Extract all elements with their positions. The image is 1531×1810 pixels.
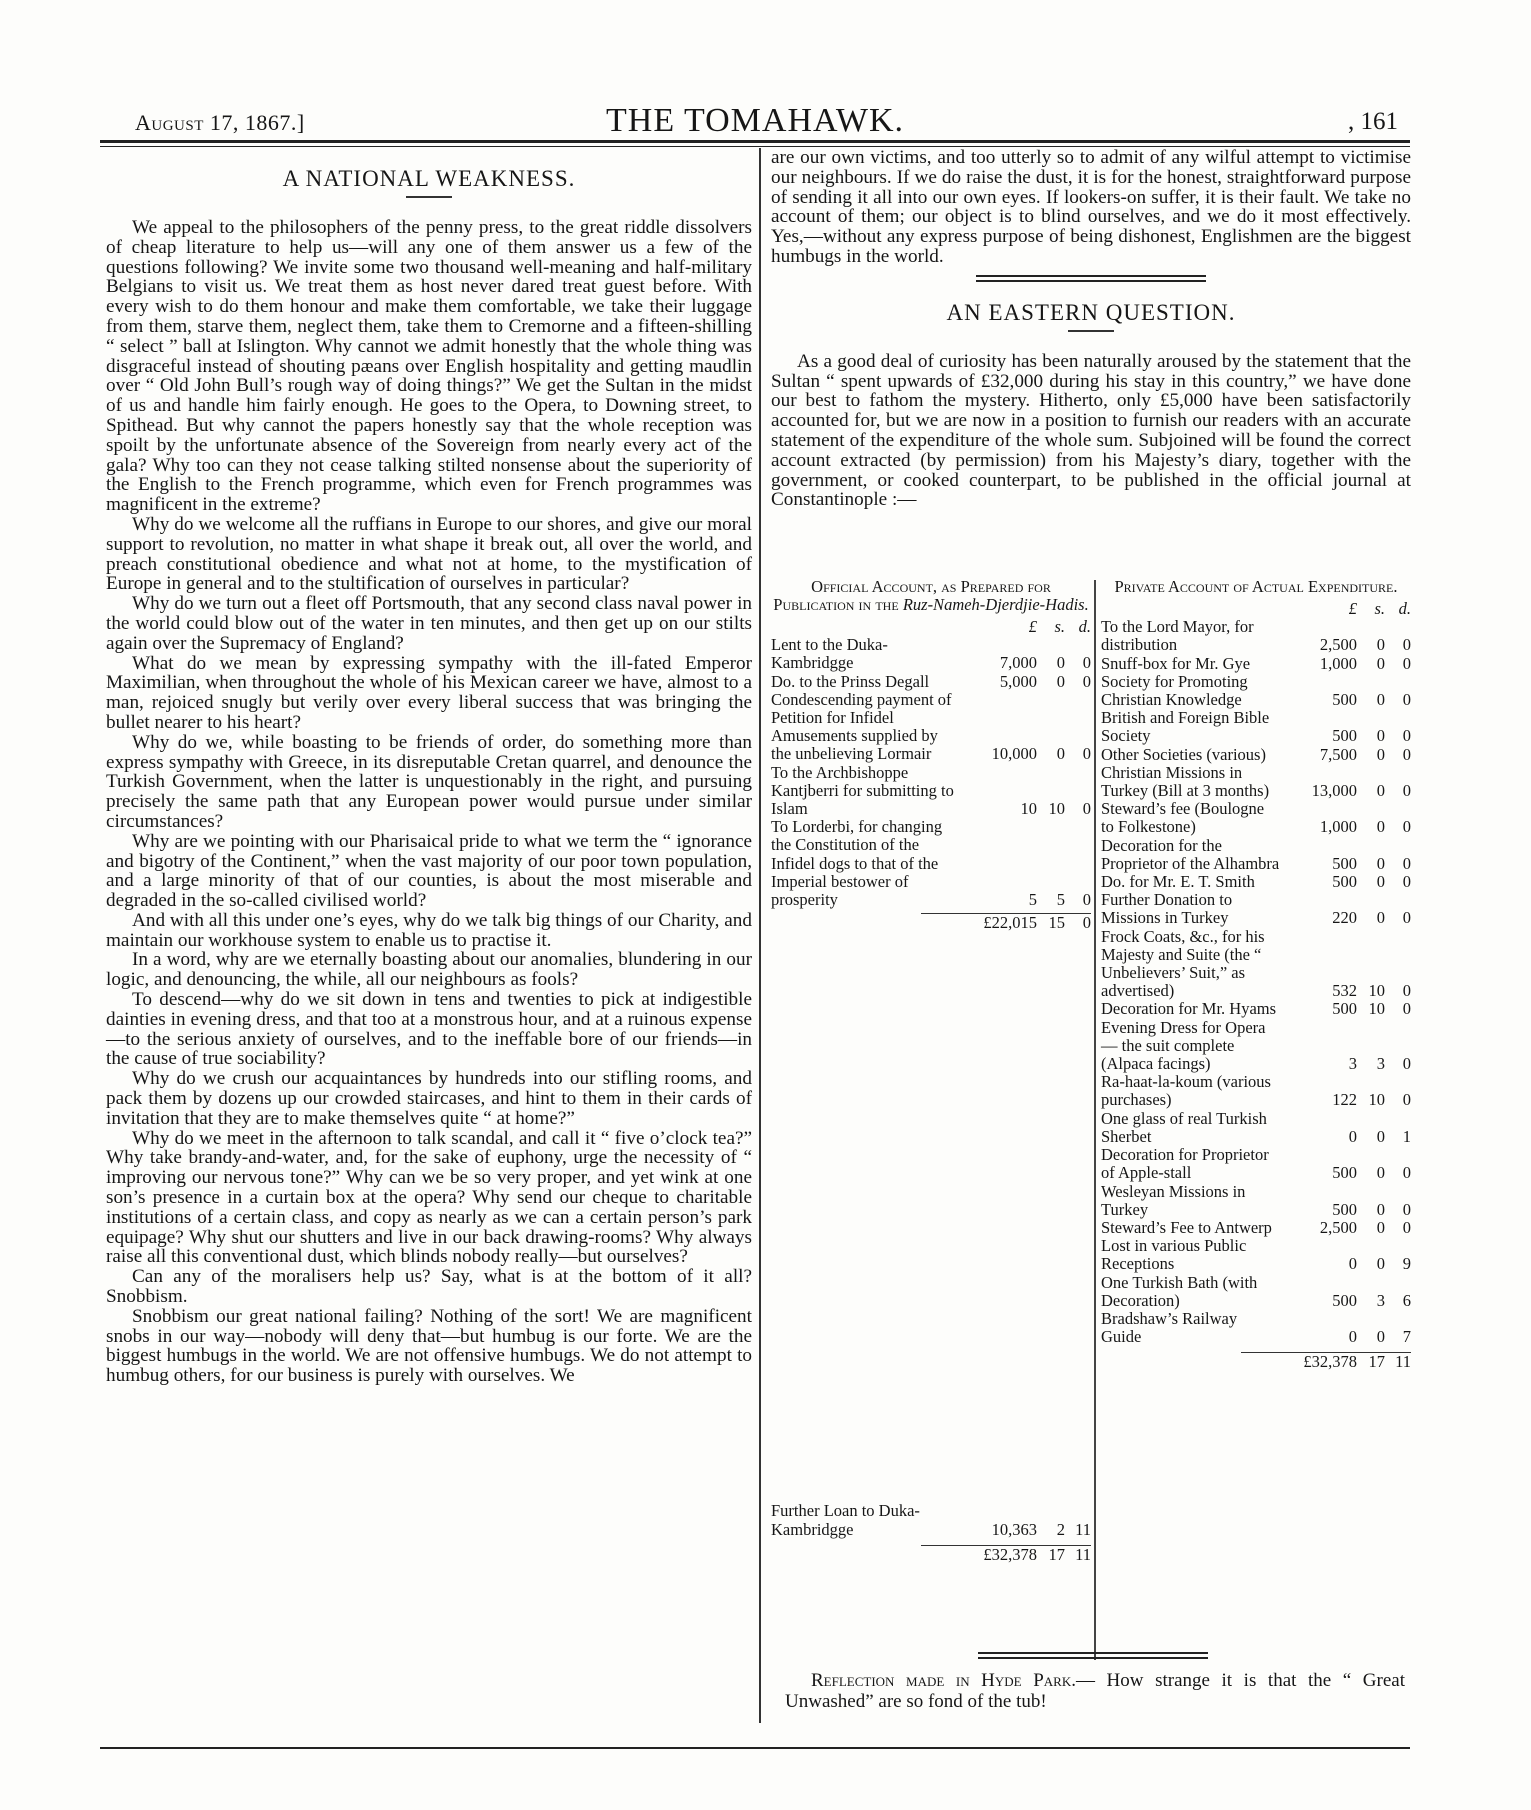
article-paragraph: What do we mean by expressing sympathy with the ill-fated Emperor Maximilian, when throughout the whole of his Mexican career we have, almost to a man, rejoiced snugly but verily over every liberal success that was bringing the bullet nearer to his heart? <box>106 652 752 733</box>
account-row: Wesleyan Missions in Turkey 500 0 0 <box>1101 1181 1411 1219</box>
article-title-eastern-question: AN EASTERN QUESTION. <box>946 299 1236 325</box>
account-row: Condescending payment of Petition for Infidel Amusements supplied by the unbelieving Lormair 10,000 0 0 <box>771 689 1091 764</box>
article-paragraph: Can any of the moralisers help us? Say, what is at the bottom of it all? Snobbism. <box>106 1266 752 1308</box>
official-subtotal: £22,015 15 0 <box>921 913 1091 932</box>
masthead <box>100 82 1410 139</box>
account-row: Steward’s fee (Boulogne to Folkestone) 1,000 0 0 <box>1101 799 1411 837</box>
issue-date: August 17, 1867.] <box>135 110 305 135</box>
section-double-rule <box>978 1652 1208 1662</box>
account-row: Do. for Mr. E. T. Smith 500 0 0 <box>1101 872 1411 892</box>
account-row: Bradshaw’s Railway Guide 0 0 7 <box>1101 1308 1411 1347</box>
article-paragraph: Why are we pointing with our Pharisaical pride to what we term the “ ignorance and bigotry of the Continent,” when the vast majority of our poor town population, and a large minority of that of our counties, is about the most miserable and degraded in the so-called civilised world? <box>106 830 752 912</box>
reflection-lead: Reflection made in Hyde Park. <box>811 1670 1076 1691</box>
currency-header: £ s. d. <box>1348 599 1411 618</box>
official-account-title: Official Account, as Prepared for Publication in the Ruz-Nameh-Djerdjie-Hadis. <box>773 577 1089 614</box>
official-account <box>771 578 1091 1564</box>
article-body <box>106 218 752 1386</box>
column-divider <box>759 148 761 1723</box>
right-column <box>771 148 1411 510</box>
article-paragraph: In a word, why are we eternally boasting about our anomalies, blundering in our logic, and denouncing, the while, all our neighbours as fools? <box>106 949 752 991</box>
article-intro: As a good deal of curiosity has been naturally aroused by the statement that the Sultan “ spent upwards of £32,000 during his stay in this country,” we have done our best to fathom the mystery. Hitherto, only £5,000 have been satisfactorily accounted for, but we are now in a position to furnish our readers with an accurate statement of the expenditure of the whole sum. Subjoined will be found the correct account extracted (by permission) from his Majesty’s diary, together with the government, or cooked counterpart, to be published in the official journal at Constantinople :— <box>771 350 1411 511</box>
account-divider <box>1094 580 1096 1660</box>
article-paragraph: Snobbism our great national failing? Nothing of the sort! We are magnificent snobs in our way—nobody will deny that—but humbug is our forte. We are the biggest humbugs in the world. We are not offensive humbugs. We do not attempt to humbug others, for our business is purely with ourselves. We <box>106 1305 752 1387</box>
account-row: Evening Dress for Opera — the suit complete (Alpaca facings) 3 3 0 <box>1101 1017 1411 1074</box>
account-row: Do. to the Prinss Degall 5,000 0 0 <box>771 671 1091 691</box>
article-paragraph: To descend—why do we sit down in tens and twenties to pick at indigestible dainties in evening dress, and that too at a monstrous hour, and at a ruinous expense—to the serious anxiety of ourselves, and to the ineffable bore of our friends—in the cause of true sociability? <box>106 989 752 1070</box>
account-row: Christian Missions in Turkey (Bill at 3 months) 13,000 0 0 <box>1101 762 1411 801</box>
account-row: Decoration for the Proprietor of the Alhambra 500 0 0 <box>1101 835 1411 873</box>
footer-rule <box>100 1747 1410 1749</box>
currency-header: £ s. d. <box>1028 617 1091 636</box>
account-row: Steward’s Fee to Antwerp 2,500 0 0 <box>1101 1217 1411 1237</box>
section-double-rule <box>976 275 1206 282</box>
account-row: One glass of real Turkish Sherbet 0 0 1 <box>1101 1108 1411 1146</box>
private-rows <box>1101 618 1411 1346</box>
account-row: Further Donation to Missions in Turkey 220 0 0 <box>1101 890 1411 928</box>
official-rows <box>771 636 1091 909</box>
title-rule <box>1068 330 1114 332</box>
reflection-text: — How strange it is that the “ Great Unwashed” are so fond of the tub! <box>785 1670 1405 1712</box>
account-row: Ra-haat-la-koum (various purchases) 122 10 0 <box>1101 1072 1411 1110</box>
account-row: To Lorderbi, for changing the Constitution of the Infidel dogs to that of the Imperial bestower of prosperity 5 5 0 <box>771 817 1091 910</box>
account-row: Other Societies (various) 7,500 0 0 <box>1101 744 1411 764</box>
account-row: Society for Promoting Christian Knowledge 500 0 0 <box>1101 671 1411 710</box>
account-row: Frock Coats, &c., for his Majesty and Suite (the “ Unbelievers’ Suit,” as advertised) 532 10 0 <box>1101 926 1411 1001</box>
account-row: Decoration for Proprietor of Apple-stall 500 0 0 <box>1101 1145 1411 1183</box>
newspaper-title: THE TOMAHAWK. <box>606 102 904 139</box>
account-row: Snuff-box for Mr. Gye 1,000 0 0 <box>1101 653 1411 673</box>
private-total: £32,378 17 11 <box>1241 1352 1411 1371</box>
article-title-national-weakness: A NATIONAL WEAKNESS. <box>282 166 576 191</box>
private-account <box>1101 578 1411 1372</box>
article-continuation: are our own victims, and too utterly so to admit of any wilful attempt to victimise our neighbours. If we do raise the dust, it is for the honest, straightforward purpose of sending it all into our own eyes. If lookers-on suffer, it is their fault. We take no account of them; our object is to blind ourselves, and we do it most effectively. Yes,—without any express purpose of being dishonest, Englishmen are the biggest humbugs in the world. <box>771 147 1411 267</box>
article-paragraph: We appeal to the philosophers of the penny press, to the great riddle dissolvers of cheap literature to help us—will any one of them answer us a few of the questions following? We invite some two thousand well-meaning and half-military Belgians to visit us. We treat them as host never dared treat guest before. With every wish to do them honour and make them comfortable, we take their luggage from them, starve them, neglect them, take them to Cremorne and a fifteen-shilling “ select ” ball at Islington. Why cannot we admit honestly that the whole thing was disgraceful instead of shouting pæans over English hospitality and getting maudlin over “ Old John Bull’s rough way of doing things?” We get the Sultan in the midst of us and handle him fairly enough. He goes to the Opera, to Downing street, to Spithead. But why cannot the papers honestly say that the whole reception was spoilt by the unfortunate absence of the Sovereign from nearly every act of the gala? Why too can they not cease talking stilted nonsense about the superiority of the English to the French programme, which even for French programmes was magnificent in the extreme? <box>106 217 752 516</box>
account-row: Decoration for Mr. Hyams 500 10 0 <box>1101 999 1411 1019</box>
account-row: Lost in various Public Receptions 0 0 9 <box>1101 1236 1411 1274</box>
article-paragraph: Why do we crush our acquaintances by hundreds into our stifling rooms, and pack them by dozens up our crowded staircases, and hint to them in their cards of invitation that they are to make themselves quite “ at home?” <box>106 1068 752 1129</box>
title-rule <box>406 196 452 198</box>
account-row: One Turkish Bath (with Decoration) 500 3 6 <box>1101 1272 1411 1310</box>
left-column <box>106 148 752 1386</box>
header-rule <box>100 140 1410 143</box>
official-further-loan: Further Loan to Duka-Kambridgge 10,363 2 11 <box>771 1501 1091 1539</box>
account-row: British and Foreign Bible Society 500 0 0 <box>1101 708 1411 746</box>
article-paragraph: And with all this under one’s eyes, why do we talk big things of our Charity, and maintain our workhouse system to enable us to practise it. <box>106 909 752 951</box>
article-paragraph: Why do we, while boasting to be friends of order, do something more than express sympathy with Greece, in its disreputable Cretan quarrel, and denounce the Turkish Government, when the latter is unquestionably in the right, and pursuing precisely the same path that any European power would pursue under similar circumstances? <box>106 731 752 832</box>
account-row: Lent to the Duka-Kambridgge 7,000 0 0 <box>771 635 1091 673</box>
article-paragraph: Why do we turn out a fleet off Portsmouth, that any second class naval power in the world could blow out of the water in ten minutes, and then get up on our stilts again over the Supremacy of England? <box>106 593 752 654</box>
page-number: , 161 <box>1348 108 1398 135</box>
private-account-title: Private Account of Actual Expenditure. <box>1114 577 1398 596</box>
official-total: £32,378 17 11 <box>921 1545 1091 1564</box>
article-paragraph: Why do we meet in the afternoon to talk scandal, and call it “ five o’clock tea?” Why take brandy-and-water, and, for the sake of euphony, urge the necessity of “ improving our nervous tone?” Why can we be so very proper, and yet wink at one son’s presence in a curtain box at the opera? Why send our cheque to charitable institutions of a certain class, and copy as nearly as we can a certain person’s park equipage? Why shut our shutters and live in our back drawing-rooms? Why always raise all this conventional dust, which blinds nobody really—but ourselves? <box>106 1127 752 1268</box>
reflection-paragraph <box>785 1670 1405 1712</box>
account-row: To the Archbishoppe Kantjberri for submitting to Islam 10 10 0 <box>771 762 1091 819</box>
article-paragraph: Why do we welcome all the ruffians in Europe to our shores, and give our moral support to revolution, no matter in what shape it break out, all over the world, and preach constitutional obedience and what not at home, to the mystification of Europe in general and to the stultification of ourselves in particular? <box>106 513 752 595</box>
account-row: To the Lord Mayor, for distribution 2,500 0 0 <box>1101 617 1411 655</box>
